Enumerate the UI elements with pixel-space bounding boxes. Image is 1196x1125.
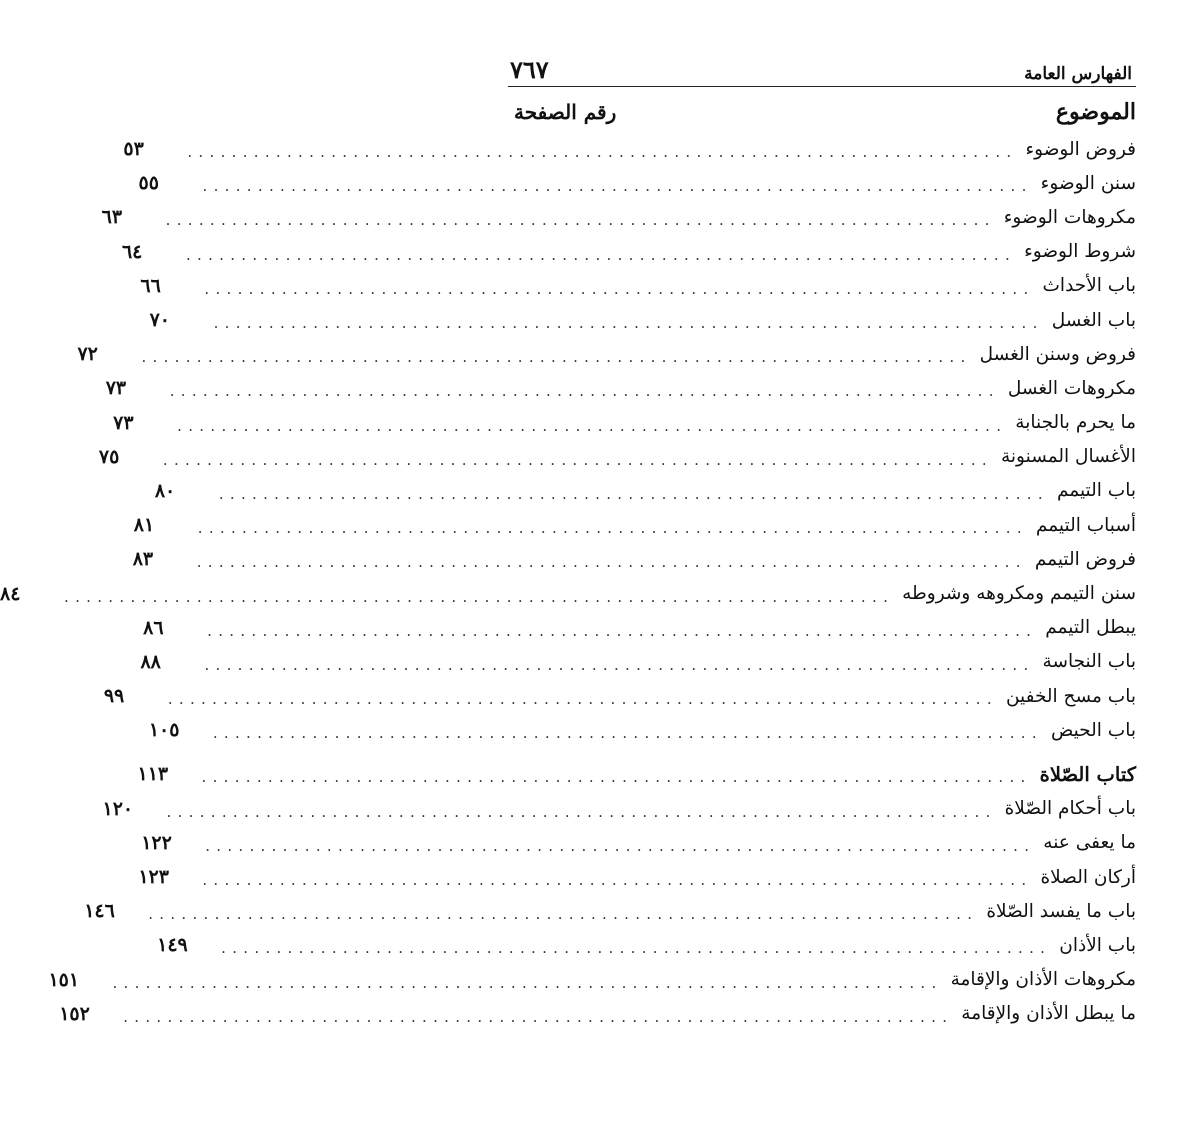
- toc-entry-page: ١٥٢: [59, 1002, 90, 1025]
- toc-entry-page: ٧٢: [77, 343, 98, 366]
- toc-entry-title: يبطل التيمم: [1045, 617, 1136, 639]
- toc-entry-page: ١٥١: [48, 968, 80, 991]
- dot-leader: ...........................................................................: [141, 348, 972, 367]
- dot-leader: ...........................................................................: [123, 1007, 954, 1026]
- toc-entry-title: فروض التيمم: [1034, 548, 1136, 570]
- toc-entry-page: ٩٩: [103, 685, 125, 708]
- toc-entry: [148, 713, 1136, 747]
- dot-leader: ...........................................................................: [212, 724, 1043, 743]
- toc-entry-title: أركان الصلاة: [1040, 866, 1136, 888]
- dot-leader: ...........................................................................: [202, 177, 1033, 196]
- toc-entry-title: باب الحيض: [1050, 719, 1136, 741]
- toc-entry-page: ٧٠: [149, 309, 170, 332]
- toc-entry-title: مكروهات الوضوء: [1003, 206, 1136, 228]
- toc-section-entry: [137, 757, 1136, 791]
- toc-entry-title: سنن التيمم ومكروهه وشروطه: [902, 583, 1136, 605]
- toc-entry-page: ١٢٢: [141, 831, 172, 854]
- toc-entry-page: ٧٣: [113, 411, 134, 434]
- toc-entry-title: مكروهات الغسل: [1007, 377, 1136, 399]
- toc-entry-page: ١٤٦: [84, 900, 115, 923]
- dot-leader: ...........................................................................: [166, 802, 997, 821]
- dot-leader: ...........................................................................: [187, 143, 1018, 162]
- dot-leader: ...........................................................................: [167, 690, 998, 709]
- dot-leader: ...........................................................................: [177, 416, 1008, 435]
- dot-leader: ...........................................................................: [202, 871, 1033, 890]
- dot-leader: ...........................................................................: [221, 939, 1052, 958]
- toc-entry-page: ٨٣: [132, 548, 154, 571]
- dot-leader: ...........................................................................: [201, 768, 1032, 787]
- toc-entry-title: باب أحكام الصّلاة: [1004, 798, 1136, 820]
- toc-entry-page: ٨١: [133, 514, 155, 537]
- dot-leader: ...........................................................................: [197, 519, 1028, 538]
- toc-entry-title: ما يعفى عنه: [1043, 832, 1136, 854]
- toc-entry-title: ما يحرم بالجنابة: [1015, 412, 1136, 434]
- toc-entry-page: ٦٣: [101, 206, 123, 229]
- toc-entry-page: ١٢٠: [102, 797, 134, 820]
- toc-entry-title: باب النجاسة: [1042, 651, 1136, 673]
- dot-leader: ...........................................................................: [64, 587, 895, 606]
- toc-entry-title: باب الأحداث: [1042, 275, 1136, 297]
- toc-entry: [140, 269, 1136, 303]
- toc-page: [0, 46, 1136, 1086]
- toc-entry: [105, 371, 1136, 405]
- toc-entry-title: فروض الوضوء: [1025, 138, 1136, 160]
- toc-entry-page: ٨٤: [0, 582, 21, 605]
- toc-entry: [59, 997, 1136, 1031]
- dot-leader: ...........................................................................: [148, 905, 979, 924]
- toc-entry: [138, 860, 1136, 894]
- toc-entry-page: ١٠٥: [148, 719, 180, 742]
- dot-leader: ...........................................................................: [205, 836, 1036, 855]
- toc-entry: [140, 645, 1136, 679]
- dot-leader: ...........................................................................: [196, 553, 1027, 572]
- toc-entry-title: باب التيمم: [1056, 480, 1136, 502]
- toc-entry: [143, 611, 1136, 645]
- dot-leader: ...........................................................................: [218, 484, 1049, 503]
- dot-leader: ...........................................................................: [213, 314, 1044, 333]
- dot-leader: ...........................................................................: [169, 382, 1000, 401]
- toc-entry-title: باب ما يفسد الصّلاة: [986, 900, 1136, 922]
- page-column-header: رقم الصفحة: [514, 100, 617, 124]
- toc-entry-page: ١٢٣: [138, 866, 169, 889]
- toc-entry-title: باب الأذان: [1059, 934, 1136, 956]
- toc-entry: [48, 963, 1136, 997]
- page-number: ٧٦٧: [510, 55, 549, 84]
- toc-entry-title: أسباب التيمم: [1035, 514, 1136, 536]
- toc-entry: [138, 166, 1136, 200]
- toc-entry-title: فروض وسنن الغسل: [979, 343, 1136, 365]
- toc-entry-title: باب مسح الخفين: [1005, 685, 1136, 707]
- dot-leader: ...........................................................................: [204, 279, 1035, 298]
- toc-entry: [101, 200, 1136, 234]
- toc-entry: [113, 406, 1136, 440]
- toc-entry-page: ٧٥: [98, 445, 120, 468]
- toc-entry-page: ٦٦: [140, 274, 161, 297]
- toc-entry-title: سنن الوضوء: [1040, 172, 1136, 194]
- toc-entry: [154, 474, 1136, 508]
- toc-entry-page: ٥٣: [123, 138, 144, 161]
- toc-entry-title: الأغسال المسنونة: [1000, 446, 1136, 468]
- toc-entry: [103, 679, 1136, 713]
- toc-entry-page: ٨٨: [140, 650, 161, 673]
- toc-entry-page: ٦٤: [121, 240, 143, 263]
- toc-entry-title: ما يبطل الأذان والإقامة: [961, 1003, 1136, 1025]
- dot-leader: ...........................................................................: [162, 450, 993, 469]
- toc-list: [0, 132, 1136, 1031]
- toc-entry-title: شروط الوضوء: [1024, 241, 1136, 263]
- running-header: [508, 46, 1136, 87]
- toc-entry: [141, 826, 1136, 860]
- running-title: الفهارس العامة: [1024, 64, 1132, 84]
- toc-entry: [102, 792, 1136, 826]
- toc-entry: [149, 303, 1136, 337]
- dot-leader: ...........................................................................: [204, 655, 1035, 674]
- toc-entry-page: ٧٣: [105, 377, 127, 400]
- toc-entry-page: ٨٠: [154, 479, 176, 502]
- toc-entry: [133, 508, 1136, 542]
- toc-entry-page: ٥٥: [138, 172, 159, 195]
- toc-entry: [98, 440, 1136, 474]
- toc-entry-page: ١٤٩: [157, 934, 188, 957]
- toc-entry: [121, 235, 1136, 269]
- toc-entry: [0, 576, 1136, 610]
- dot-leader: ...........................................................................: [185, 245, 1017, 264]
- column-headers: [508, 92, 1136, 132]
- dot-leader: ...........................................................................: [112, 973, 943, 992]
- topic-column-header: الموضوع: [1055, 99, 1136, 125]
- toc-section-title: كتاب الصّلاة: [1039, 762, 1136, 786]
- toc-entry: [132, 542, 1136, 576]
- toc-entry-title: باب الغسل: [1051, 309, 1136, 331]
- toc-entry: [77, 337, 1136, 371]
- toc-entry-title: مكروهات الأذان والإقامة: [950, 969, 1136, 991]
- toc-entry: [157, 928, 1136, 962]
- toc-entry: [84, 894, 1136, 928]
- toc-entry-page: ١١٣: [137, 763, 169, 786]
- dot-leader: ...........................................................................: [207, 621, 1038, 640]
- toc-entry-page: ٨٦: [143, 616, 164, 639]
- dot-leader: ...........................................................................: [165, 211, 996, 230]
- toc-entry: [123, 132, 1136, 166]
